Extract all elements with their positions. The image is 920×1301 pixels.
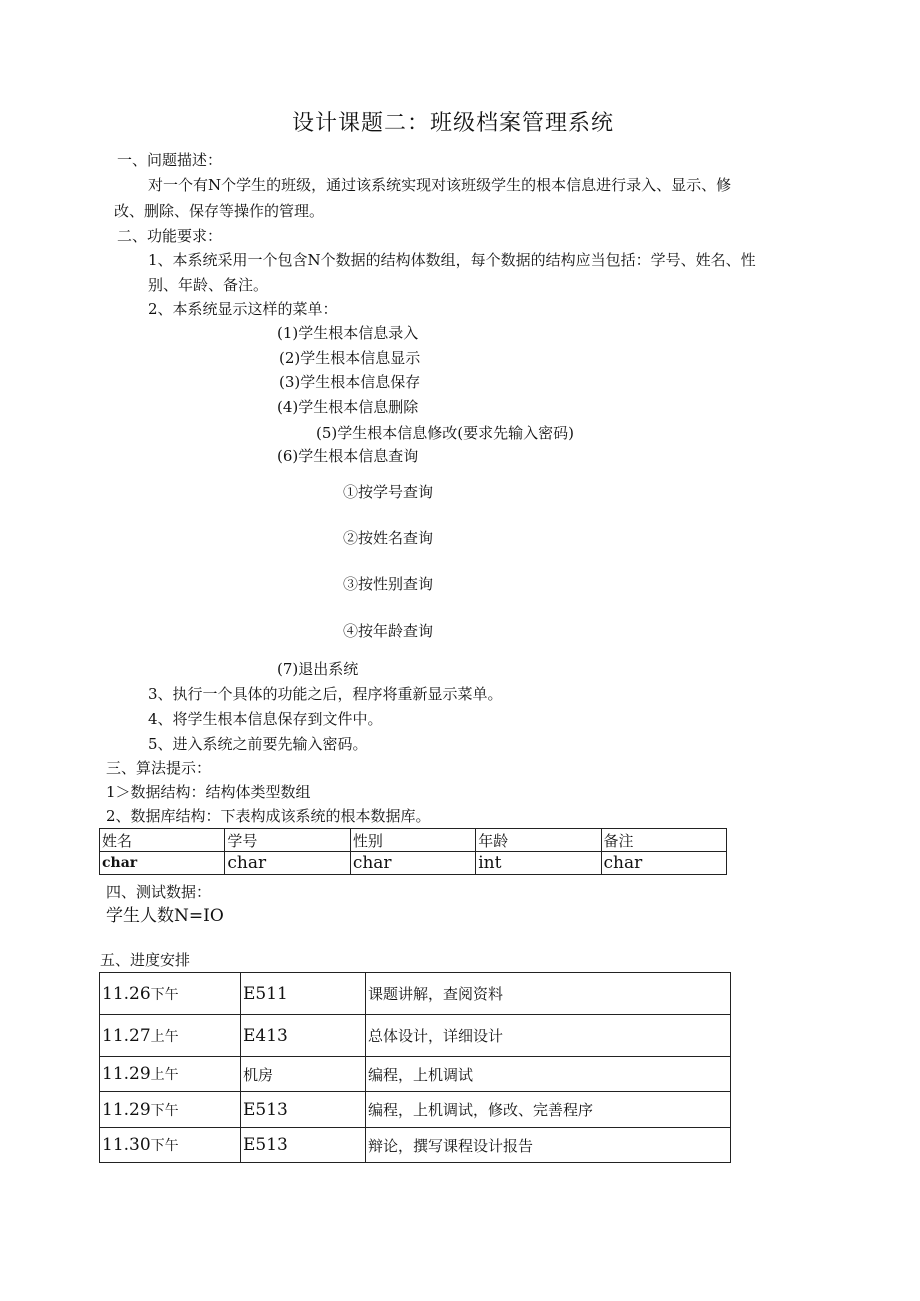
table-cell-task: 编程，上机调试，修改、完善程序 <box>366 1092 731 1128</box>
section2-item5: 5、进入系统之前要先输入密码。 <box>148 735 368 753</box>
table-row <box>100 1128 731 1163</box>
date-value: 11.30 <box>102 1135 151 1155</box>
section2-heading: 二、功能要求： <box>117 227 223 245</box>
table-row <box>100 1057 731 1092</box>
section2-item1-line1: 1、本系统采用一个包含N个数据的结构体数组，每个数据的结构应当包括：学号、姓名、性 <box>148 251 756 269</box>
date-period: 下午 <box>150 986 179 1003</box>
table-cell-date <box>100 1128 241 1163</box>
section5-heading: 五、进度安排 <box>100 951 191 969</box>
table-cell-task: 编程，上机调试 <box>366 1057 731 1092</box>
section2-item3: 3、执行一个具体的功能之后，程序将重新显示菜单。 <box>148 685 503 703</box>
db-structure-table <box>99 828 727 875</box>
table-cell-task: 总体设计，详细设计 <box>366 1015 731 1057</box>
date-period: 上午 <box>150 1028 179 1045</box>
section1-line2: 改、删除、保存等操作的管理。 <box>114 202 325 220</box>
table-header-cell: 年龄 <box>476 829 601 852</box>
table-header-cell: 姓名 <box>100 829 225 852</box>
table-row <box>100 829 727 852</box>
date-period: 下午 <box>150 1102 179 1119</box>
section4-line1: 学生人数N=IO <box>106 906 224 926</box>
date-value: 11.29 <box>102 1099 151 1120</box>
section1-line1: 对一个有N个学生的班级，通过该系统实现对该班级学生的根本信息进行录入、显示、修 <box>148 176 732 194</box>
menu-item-3: (3)学生根本信息保存 <box>279 373 421 391</box>
table-row <box>100 852 727 875</box>
section2-item1-line2: 别、年龄、备注。 <box>148 276 269 294</box>
table-row <box>100 1092 731 1128</box>
schedule-table <box>99 972 731 1163</box>
section3-line2: 2、数据库结构：下表构成该系统的根本数据库。 <box>106 807 431 825</box>
table-cell: char <box>601 852 726 875</box>
menu-item-4: (4)学生根本信息删除 <box>277 398 419 416</box>
menu-item-5: (5)学生根本信息修改(要求先输入密码) <box>316 424 574 442</box>
date-value: 11.29 <box>102 1064 151 1084</box>
table-header-cell: 性别 <box>350 829 475 852</box>
menu-item-2: (2)学生根本信息显示 <box>279 349 421 367</box>
section2-item4: 4、将学生根本信息保存到文件中。 <box>148 710 383 728</box>
submenu-item-4: ④按年龄查询 <box>343 622 434 640</box>
section3-heading: 三、算法提示： <box>106 759 212 777</box>
table-cell-date <box>100 973 241 1015</box>
submenu-item-3: ③按性别查询 <box>343 575 434 593</box>
menu-item-6: (6)学生根本信息查询 <box>277 447 419 465</box>
submenu-item-1: ①按学号查询 <box>343 483 434 501</box>
table-cell-room: E511 <box>241 973 366 1015</box>
menu-item-1: (1)学生根本信息录入 <box>277 324 419 342</box>
section3-line1: 1＞数据结构：结构体类型数组 <box>106 783 311 801</box>
table-cell: char <box>350 852 475 875</box>
table-cell: int <box>476 852 601 875</box>
table-cell-task: 辩论，撰写课程设计报告 <box>366 1128 731 1163</box>
date-value: 11.26 <box>102 983 151 1004</box>
menu-item-7: (7)退出系统 <box>277 660 359 678</box>
table-cell-task: 课题讲解，查阅资料 <box>366 973 731 1015</box>
table-row <box>100 973 731 1015</box>
table-cell-date <box>100 1057 241 1092</box>
date-value: 11.27 <box>102 1025 151 1046</box>
date-period: 下午 <box>150 1138 179 1154</box>
table-cell: char <box>225 852 350 875</box>
page-title: 设计课题二：班级档案管理系统 <box>292 111 615 136</box>
table-cell-room: E513 <box>241 1128 366 1163</box>
submenu-item-2: ②按姓名查询 <box>343 529 434 547</box>
table-cell-room: E413 <box>241 1015 366 1057</box>
section4-heading: 四、测试数据： <box>106 883 212 901</box>
table-cell-date <box>100 1092 241 1128</box>
table-cell-room: E513 <box>241 1092 366 1128</box>
table-cell: char <box>100 852 225 875</box>
section1-heading: 一、问题描述： <box>117 151 223 169</box>
table-header-cell: 备注 <box>601 829 726 852</box>
table-row <box>100 1015 731 1057</box>
table-cell-room: 机房 <box>241 1057 366 1092</box>
table-header-cell: 学号 <box>225 829 350 852</box>
date-period: 上午 <box>150 1067 179 1083</box>
section2-item2: 2、本系统显示这样的菜单： <box>148 300 338 318</box>
table-cell-date <box>100 1015 241 1057</box>
